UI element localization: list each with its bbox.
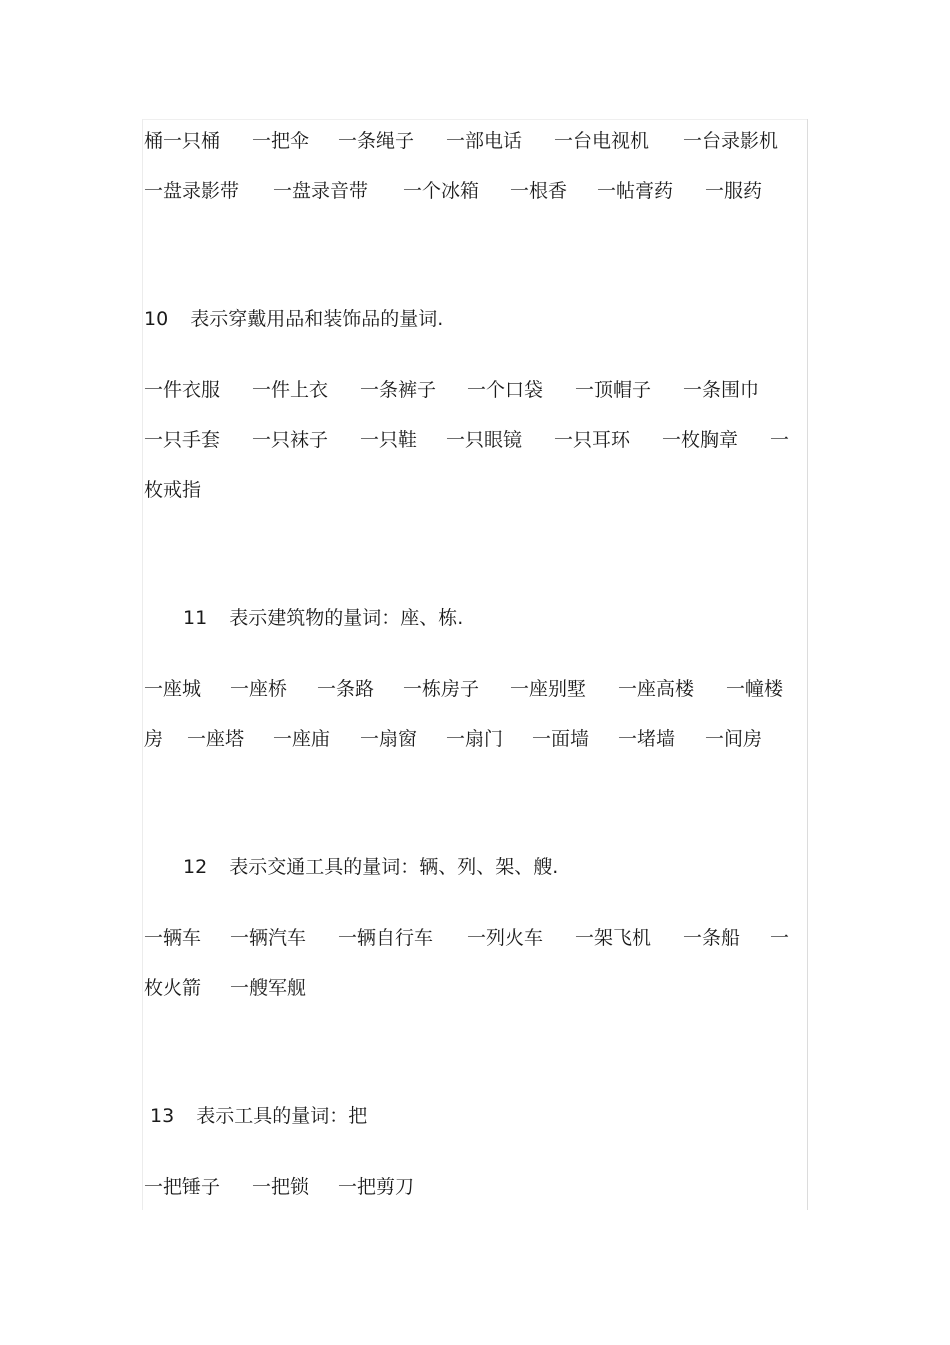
word-item: 一座桥 xyxy=(230,678,288,700)
section-heading-10 xyxy=(144,306,443,332)
section-number: 13 xyxy=(150,1105,175,1127)
word-item: 一间房 xyxy=(705,728,763,750)
word-item: 一台录影机 xyxy=(683,130,779,152)
word-item: 一帖膏药 xyxy=(597,180,674,202)
word-item: 桶一只桶 xyxy=(144,130,221,152)
word-item: 一辆车 xyxy=(144,927,202,949)
word-item: 一只袜子 xyxy=(252,429,329,451)
word-item: 一枚胸章 xyxy=(662,429,739,451)
word-item: 一条裤子 xyxy=(360,379,437,401)
word-item: 一件衣服 xyxy=(144,379,221,401)
word-item: 一面墙 xyxy=(532,728,590,750)
word-item: 一只耳环 xyxy=(554,429,631,451)
word-item: 一盘录影带 xyxy=(144,180,240,202)
word-item: 一座城 xyxy=(144,678,202,700)
word-item: 一扇窗 xyxy=(360,728,418,750)
word-item: 一部电话 xyxy=(446,130,523,152)
word-item: 一件上衣 xyxy=(252,379,329,401)
section-heading-12 xyxy=(183,854,558,880)
word-item: 一盘录音带 xyxy=(273,180,369,202)
word-item: 一台电视机 xyxy=(554,130,650,152)
word-item: 一座别墅 xyxy=(510,678,587,700)
section-title: 表示交通工具的量词：辆、列、架、艘. xyxy=(229,856,559,878)
section-title: 表示建筑物的量词：座、栋. xyxy=(229,607,464,629)
word-item: 一 xyxy=(770,927,790,949)
section-number: 11 xyxy=(183,607,208,629)
word-item: 一列火车 xyxy=(467,927,544,949)
word-item: 一个冰箱 xyxy=(403,180,480,202)
word-item: 一只鞋 xyxy=(360,429,418,451)
word-item: 一服药 xyxy=(705,180,763,202)
word-item: 枚戒指 xyxy=(144,479,202,501)
word-item: 一把锤子 xyxy=(144,1176,221,1198)
section-heading-13 xyxy=(150,1103,367,1129)
page-border-top xyxy=(142,119,808,120)
word-item: 一架飞机 xyxy=(575,927,652,949)
word-item: 一条船 xyxy=(683,927,741,949)
word-item: 一辆汽车 xyxy=(230,927,307,949)
word-item: 一条绳子 xyxy=(338,130,415,152)
word-item: 一顶帽子 xyxy=(575,379,652,401)
word-item: 一只手套 xyxy=(144,429,221,451)
word-item: 一只眼镜 xyxy=(446,429,523,451)
word-item: 一座塔 xyxy=(187,728,245,750)
section-title: 表示工具的量词：把 xyxy=(196,1105,368,1127)
word-item: 一艘军舰 xyxy=(230,977,307,999)
word-item: 一 xyxy=(770,429,790,451)
word-item: 一堵墙 xyxy=(618,728,676,750)
word-item: 枚火箭 xyxy=(144,977,202,999)
word-item: 一栋房子 xyxy=(403,678,480,700)
word-item: 一座庙 xyxy=(273,728,331,750)
word-item: 一辆自行车 xyxy=(338,927,434,949)
section-number: 12 xyxy=(183,856,208,878)
word-item: 一幢楼 xyxy=(726,678,784,700)
page-border-right xyxy=(807,119,808,1210)
section-heading-11 xyxy=(183,605,463,631)
word-item: 房 xyxy=(144,728,164,750)
section-title: 表示穿戴用品和装饰品的量词. xyxy=(190,308,444,330)
word-item: 一扇门 xyxy=(446,728,504,750)
word-item: 一个口袋 xyxy=(467,379,544,401)
word-item: 一条路 xyxy=(317,678,375,700)
word-item: 一把剪刀 xyxy=(338,1176,415,1198)
word-item: 一座高楼 xyxy=(618,678,695,700)
page-border-left xyxy=(142,119,143,1210)
section-number: 10 xyxy=(144,308,169,330)
word-item: 一条围巾 xyxy=(683,379,760,401)
word-item: 一根香 xyxy=(510,180,568,202)
word-item: 一把锁 xyxy=(252,1176,310,1198)
word-item: 一把伞 xyxy=(252,130,310,152)
